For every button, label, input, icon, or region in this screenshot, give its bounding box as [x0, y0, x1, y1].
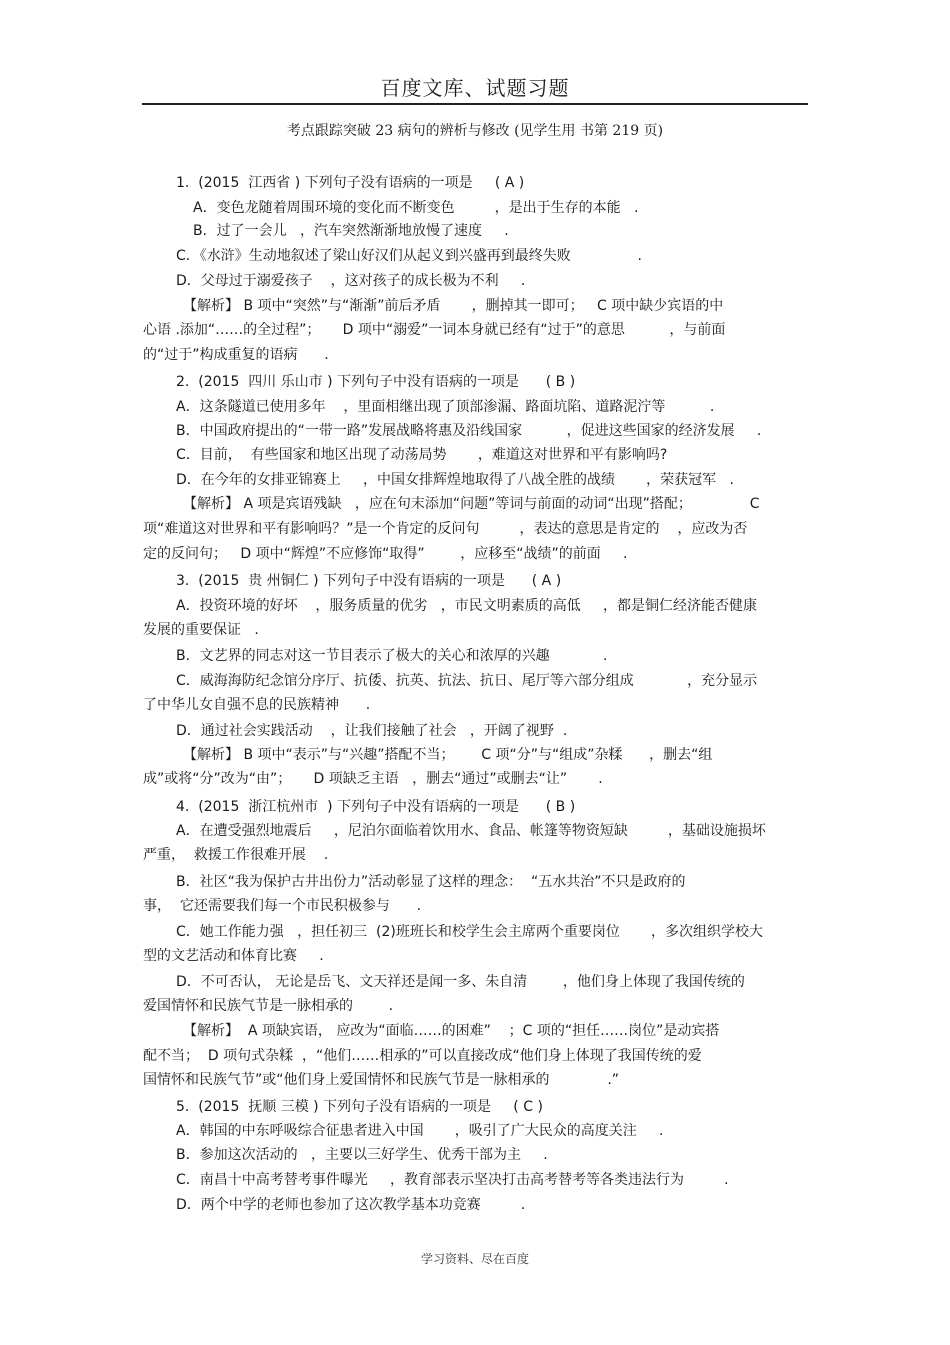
question-3-stem: 3. (2015 贵 州铜仁 ) 下列句子中没有语病的一项是 ( A )	[176, 573, 562, 589]
question-5-option-b: B．参加这次活动的 ，主要以三好学生、优秀干部为主 .	[176, 1147, 548, 1163]
question-4-option-d: D．不可否认， 无论是岳飞、文天祥还是闻一多、朱自清 ，他们身上体现了我国传统的	[176, 974, 745, 990]
question-2-option-a: A．这条隧道已使用多年 ，里面相继出现了顶部渗漏、路面坑陷、道路泥泞等 .	[176, 399, 715, 415]
page-header: 百度文库、试题习题	[380, 76, 570, 100]
question-2-analysis: 【解析】 A 项是宾语残缺 ，应在句末添加“问题”等词与前面的动词“出现”搭配； C	[183, 496, 760, 512]
question-5-stem: 5. (2015 抚顺 三模 ) 下列句子没有语病的一项是 ( C )	[176, 1099, 543, 1115]
question-1-option-d: D．父母过于溺爱孩子 ，这对孩子的成长极为不利 .	[176, 273, 526, 289]
question-4-option-b: B．社区“我为保护古井出份力”活动彰显了这样的理念： “五水共治”不只是政府的	[176, 874, 686, 890]
question-1-option-a: A．变色龙随着周围环境的变化而不断变色 ，是出于生存的本能 .	[193, 200, 639, 216]
question-3-analysis-cont: 成”或将“分”改为“由”； D 项缺乏主语 ，删去“通过”或删去“让” .	[143, 771, 603, 787]
question-2-analysis-cont: 定的反问句； D 项中“辉煌”不应修饰“取得” ，应移至“战绩”的前面 .	[143, 546, 628, 562]
question-3-option-d: D．通过社会实践活动 ，让我们接触了社会 ，开阔了视野 .	[176, 723, 568, 739]
page-subtitle: 考点跟踪突破 23 病句的辨析与修改 (见学生用 书第 219 页)	[286, 123, 664, 139]
question-1-analysis: 【解析】 B 项中“突然”与“渐渐”前后矛盾 ，删掉其一即可； C 项中缺少宾语的中	[183, 298, 724, 314]
question-3-analysis: 【解析】 B 项中“表示”与“兴趣”搭配不当； C 项“分”与“组成”杂糅 ，删去“组	[183, 747, 713, 763]
question-2-option-c: C．目前， 有些国家和地区出现了动荡局势 ，难道这对世界和平有影响吗?	[176, 447, 668, 463]
question-4-option-c-cont: 型的文艺活动和体育比赛 .	[143, 948, 324, 964]
question-3-option-c: C．威海海防纪念馆分序厅、抗倭、抗英、抗法、抗日、尾厅等六部分组成 ，充分显示	[176, 673, 758, 689]
question-1-option-c: C．《水浒》生动地叙述了梁山好汉们从起义到兴盛再到最终失败 .	[176, 248, 642, 264]
question-3-option-a: A．投资环境的好坏 ，服务质量的优劣 ，市民文明素质的高低 ，都是铜仁经济能否健康	[176, 598, 757, 614]
question-3-option-b: B．文艺界的同志对这一节目表示了极大的关心和浓厚的兴趣 .	[176, 648, 608, 664]
question-4-option-c: C．她工作能力强 ，担任初三 (2)班班长和校学生会主席两个重要岗位 ，多次组织学校大	[176, 924, 764, 940]
question-4-option-a-cont: 严重， 救援工作很难开展 .	[143, 847, 329, 863]
question-5-option-d: D．两个中学的老师也参加了这次教学基本功竞赛 .	[176, 1197, 526, 1213]
question-4-analysis-cont: 配不当； D 项句式杂糅 ，“他们……相承的”可以直接改成“他们身上体现了我国传统的爱	[143, 1048, 702, 1064]
question-2-analysis-cont: 项“难道这对世界和平有影响吗？”是一个肯定的反问句 ，表达的意思是肯定的 ，应改为否	[143, 521, 748, 537]
question-4-option-b-cont: 事， 它还需要我们每一个市民积极参与 .	[143, 898, 422, 914]
question-2-option-d: D．在今年的女排亚锦赛上 ，中国女排辉煌地取得了八战全胜的战绩 ，荣获冠军 .	[176, 472, 734, 488]
question-3-option-a-cont: 发展的重要保证 .	[143, 622, 259, 638]
question-1-stem: 1. (2015 江西省 ) 下列句子没有语病的一项是 ( A )	[176, 175, 525, 191]
question-5-option-a: A．韩国的中东呼吸综合征患者进入中国 ，吸引了广大民众的高度关注 .	[176, 1123, 664, 1139]
question-1-option-b: B．过了一会儿 ，汽车突然渐渐地放慢了速度 .	[193, 223, 509, 239]
question-4-option-d-cont: 爱国情怀和民族气节是一脉相承的 .	[143, 998, 394, 1014]
question-2-option-b: B．中国政府提出的“一带一路”发展战略将惠及沿线国家 ，促进这些国家的经济发展 .	[176, 423, 762, 439]
question-5-option-c: C．南昌十中高考替考事件曝光 ，教育部表示坚决打击高考替考等各类违法行为 .	[176, 1172, 729, 1188]
question-1-analysis-cont: 的“过于”构成重复的语病 .	[143, 347, 329, 363]
question-4-stem: 4. (2015 浙江杭州市 ) 下列句子中没有语病的一项是 ( B )	[176, 799, 576, 815]
question-1-analysis-cont: 心语 .添加“……的全过程”； D 项中“溺爱”一词本身就已经有“过于”的意思 ，与前面	[143, 322, 726, 338]
question-2-stem: 2. (2015 四川 乐山市 ) 下列句子中没有语病的一项是 ( B )	[176, 374, 576, 390]
question-3-option-c-cont: 了中华儿女自强不息的民族精神 .	[143, 697, 371, 713]
page-footer: 学习资料、尽在百度	[420, 1252, 529, 1266]
question-4-analysis-cont: 国情怀和民族气节”或“他们身上爱国情怀和民族气节是一脉相承的 .”	[143, 1072, 620, 1088]
question-4-option-a: A．在遭受强烈地震后 ，尼泊尔面临着饮用水、食品、帐篷等物资短缺 ，基础设施损坏	[176, 823, 766, 839]
question-4-analysis: 【解析】 A 项缺宾语， 应改为“面临……的困难” ；C 项的“担任……岗位”是动宾搭	[183, 1023, 720, 1039]
